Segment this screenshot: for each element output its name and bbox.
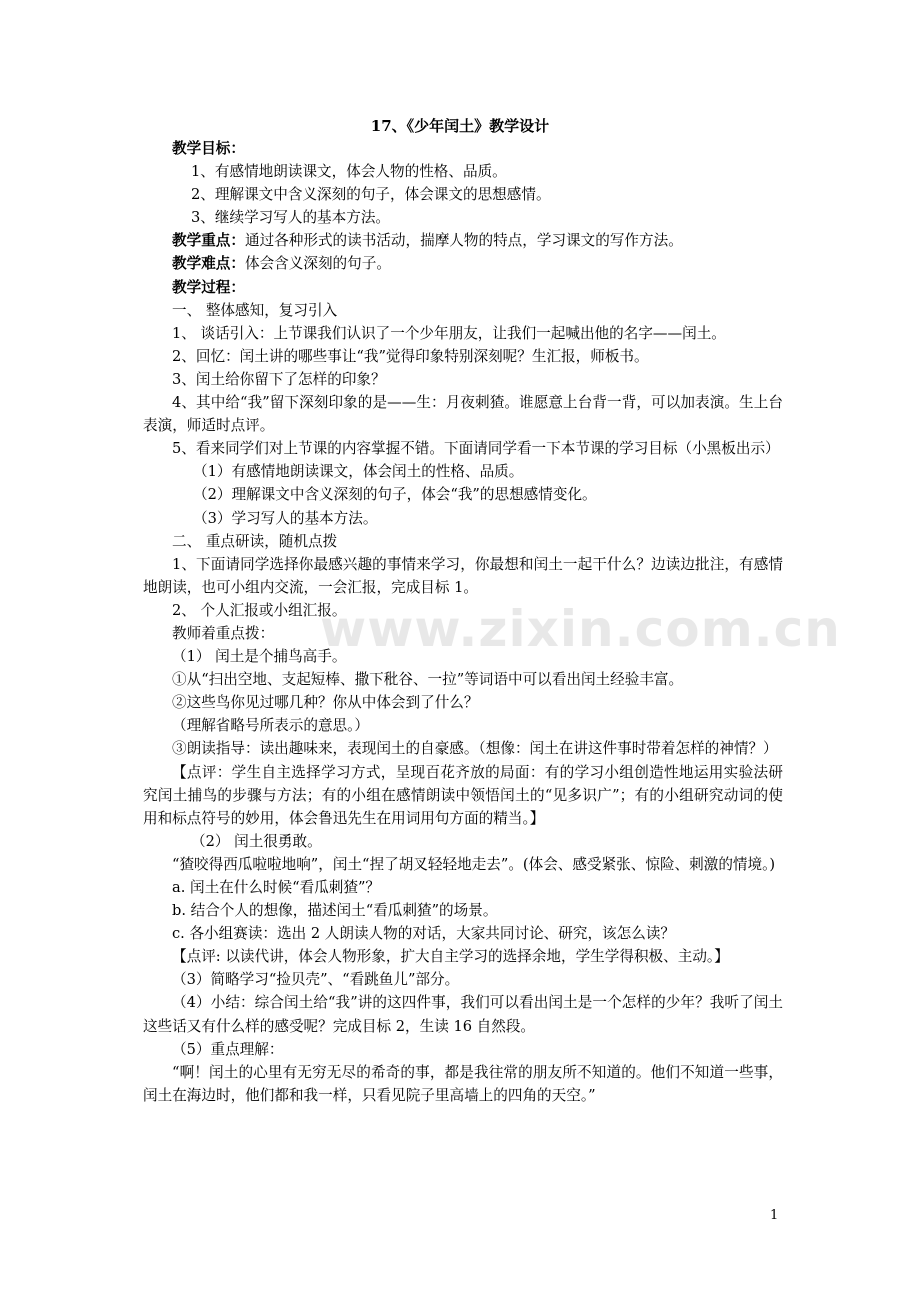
paragraph-text: 【点评: 以读代讲，体会人物形象，扩大自主学习的选择余地，学生学得积极、主动。】 bbox=[172, 948, 729, 966]
paragraph bbox=[143, 437, 783, 460]
paragraph bbox=[143, 276, 783, 299]
paragraph bbox=[143, 322, 783, 345]
paragraph-text: （理解省略号所表示的意思。） bbox=[172, 717, 370, 735]
paragraph-text: （5）重点理解： bbox=[172, 1040, 284, 1058]
paragraph-text: c. 各小组赛读：选出 2 人朗读人物的对话，大家共同讨论、研究，该怎么读？ bbox=[172, 925, 676, 943]
paragraph-text: “啊！闰土的心里有无穷无尽的希奇的事，都是我往常的朋友所不知道的。他们不知道一些事，闰土在海边时，他们都和我一样，只看见院子里高墙上的四角的天空。” bbox=[143, 1063, 783, 1104]
paragraph bbox=[143, 691, 783, 714]
paragraph bbox=[143, 460, 783, 483]
paragraph-text: b. 结合个人的想像，描述闰土“看瓜刺猹”的场景。 bbox=[172, 902, 498, 920]
paragraph-text: （4）小结：综合闰土给“我”讲的这四件事，我们可以看出闰土是一个怎样的少年？我听了闰土这些话又有什么样的感受呢？完成目标 2，生读 16 自然段。 bbox=[143, 994, 783, 1035]
paragraph bbox=[143, 368, 783, 391]
paragraph bbox=[143, 599, 783, 622]
paragraph bbox=[143, 853, 783, 876]
paragraph bbox=[143, 530, 783, 553]
paragraph-label: 教学重点： bbox=[172, 232, 245, 250]
paragraph-text: 1、 谈话引入：上节课我们认识了一个少年朋友，让我们一起喊出他的名字——闰土。 bbox=[172, 324, 726, 342]
paragraph bbox=[143, 645, 783, 668]
paragraph-text: 4、其中给“我”留下深刻印象的是——生：月夜刺猹。谁愿意上台背一背，可以加表演。生上台表演，师适时点评。 bbox=[143, 394, 783, 435]
paragraph-text: 2、回忆：闰土讲的哪些事让“我”觉得印象特别深刻呢？生汇报，师板书。 bbox=[172, 347, 649, 365]
paragraph bbox=[143, 553, 783, 599]
paragraph bbox=[143, 345, 783, 368]
paragraph bbox=[143, 299, 783, 322]
paragraph bbox=[143, 137, 783, 160]
paragraph-text: “猹咬得西瓜啦啦地响”，闰土“捏了胡叉轻轻地走去”。(体会、感受紧张、惊险、刺激的情境。) bbox=[172, 855, 776, 873]
paragraph bbox=[143, 945, 783, 968]
paragraph bbox=[143, 391, 783, 437]
paragraph-text: 3、闰土给你留下了怎样的印象？ bbox=[172, 370, 386, 388]
paragraph-text: 通过各种形式的读书活动，揣摩人物的特点，学习课文的写作方法。 bbox=[244, 232, 683, 250]
paragraph bbox=[143, 206, 783, 229]
paragraph-text: 3、继续学习写人的基本方法。 bbox=[191, 209, 391, 227]
paragraph bbox=[143, 922, 783, 945]
paragraph bbox=[143, 160, 783, 183]
paragraph-text: ②这些鸟你见过哪几种？你从中体会到了什么？ bbox=[172, 694, 479, 712]
paragraph bbox=[143, 252, 783, 275]
paragraph bbox=[143, 507, 783, 530]
paragraph-text: （1） 闰土是个捕鸟高手。 bbox=[172, 648, 347, 666]
paragraph bbox=[143, 876, 783, 899]
paragraph bbox=[143, 229, 783, 252]
paragraph bbox=[143, 991, 783, 1037]
paragraph-text: 1、有感情地朗读课文，体会人物的性格、品质。 bbox=[191, 163, 507, 181]
paragraph bbox=[143, 761, 783, 830]
paragraph bbox=[143, 1061, 783, 1107]
paragraph bbox=[143, 183, 783, 206]
paragraph-text: 体会含义深刻的句子。 bbox=[244, 255, 391, 273]
paragraph-text: 教师着重点拨： bbox=[172, 624, 275, 642]
paragraph bbox=[143, 1038, 783, 1061]
paragraph-text: （2） 闰土很勇敢。 bbox=[191, 832, 322, 850]
paragraph-text: （3）学习写人的基本方法。 bbox=[193, 509, 378, 527]
paragraph-text: 二、 重点研读，随机点拨 bbox=[172, 532, 338, 550]
paragraph-text: 教学目标： bbox=[172, 140, 245, 157]
paragraph bbox=[143, 830, 783, 853]
page-number: 1 bbox=[770, 1208, 779, 1223]
paragraph-text: ①从“扫出空地、支起短棒、撒下秕谷、一拉”等词语中可以看出闰土经验丰富。 bbox=[172, 671, 684, 689]
paragraph bbox=[143, 737, 783, 760]
paragraph bbox=[143, 968, 783, 991]
paragraph bbox=[143, 668, 783, 691]
document-title: 17、《少年闰土》教学设计 bbox=[370, 117, 550, 135]
paragraph bbox=[143, 899, 783, 922]
watermark: www.zixin.com.cn bbox=[320, 600, 841, 658]
paragraph-text: 1、下面请同学选择你最感兴趣的事情来学习，你最想和闰土一起干什么？边读边批注，有感情地朗读，也可小组内交流，一会汇报，完成目标 1。 bbox=[143, 555, 783, 596]
paragraph bbox=[143, 714, 783, 737]
paragraph-text: （3）简略学习“捡贝壳”、“看跳鱼儿”部分。 bbox=[172, 971, 460, 989]
paragraph-text: 一、 整体感知，复习引入 bbox=[172, 301, 338, 319]
paragraph-text: 教学过程： bbox=[172, 278, 245, 296]
paragraph-text: 5、看来同学们对上节课的内容掌握不错。下面请同学看一下本节课的学习目标（小黑板出示） bbox=[172, 440, 780, 458]
paragraph-text: （1）有感情地朗读课文，体会闰土的性格、品质。 bbox=[193, 463, 524, 481]
paragraph-text: （2）理解课文中含义深刻的句子，体会“我”的思想感情变化。 bbox=[193, 486, 597, 504]
paragraph bbox=[143, 622, 783, 645]
paragraph-text: 2、理解课文中含义深刻的句子，体会课文的思想感情。 bbox=[191, 186, 551, 204]
document-body bbox=[143, 137, 841, 1107]
paragraph-text: ③朗读指导：读出趣味来，表现闰土的自豪感。（想像：闰土在讲这件事时带着怎样的神情？） bbox=[172, 740, 778, 758]
paragraph-label: 教学难点： bbox=[172, 255, 245, 273]
paragraph-text: 【点评：学生自主选择学习方式，呈现百花齐放的局面：有的学习小组创造性地运用实验法研究闰土捕鸟的步骤与方法；有的小组在感情朗读中领悟闰土的“见多识广”；有的小组研究动词的使用和标点符号的妙用，体会鲁迅先生在用词用句方面的精当。】 bbox=[143, 763, 783, 827]
paragraph bbox=[143, 483, 783, 506]
paragraph-text: a. 闰土在什么时候“看瓜刺猹”？ bbox=[172, 879, 381, 896]
paragraph-text: 2、 个人汇报或小组汇报。 bbox=[172, 601, 347, 619]
